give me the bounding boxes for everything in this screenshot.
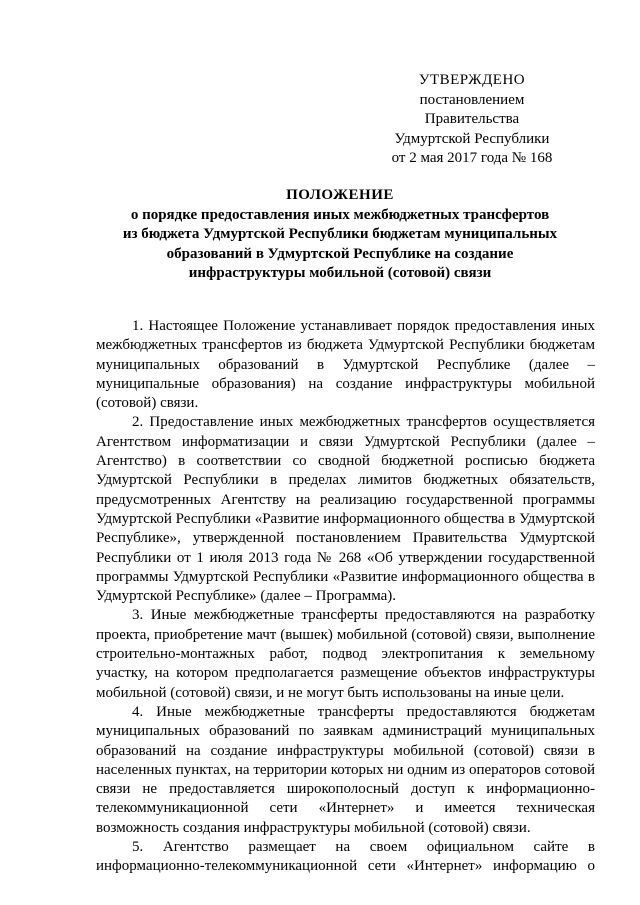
- document-title: [100, 186, 580, 284]
- approval-line: Удмуртской Республики: [394, 130, 550, 147]
- title-heading: ПОЛОЖЕНИЕ: [286, 187, 394, 203]
- approval-block: [372, 71, 572, 169]
- paragraph-4: 4. Иные межбюджетные трансферты предоставляются бюджетам муниципальных образований по заявкам администраций муниципальных образований на создание инфраструктуры мобильной (сотовой) связи в населенных пунктах, на территории которых ни одним из операторов сотовой связи не предоставляется широкополосный доступ к информационно-телекоммуникационной сети «Интернет» и имеется техническая возможность создания инфраструктуры мобильной (сотовой) связи.: [96, 703, 595, 836]
- approval-line: постановлением Правительства: [419, 91, 525, 127]
- document-body: [96, 317, 595, 877]
- title-line: о порядке предоставления иных межбюджетных трансфертов: [130, 206, 550, 223]
- paragraph-2: 2. Предоставление иных межбюджетных трансфертов осуществляется Агентством информатизации и связи Удмуртской Республики (далее – Агентство) в соответствии со сводной бюджетной росписью бюджета Удмуртской Республики в пределах лимитов бюджетных обязательств, предусмотренных Агентству на реализацию государственной программы Удмуртской Республики «Развитие информационного общества в Удмуртской Республике», утвержденной постановлением Правительства Удмуртской Республики от 1 июля 2013 года № 268 «Об утверждении государственной программы Удмуртской Республики «Развитие информационного общества в Удмуртской Республике» (далее – Программа).: [96, 414, 595, 605]
- approval-date: от 2 мая 2017 года № 168: [391, 150, 553, 166]
- paragraph-1: 1. Настоящее Положение устанавливает порядок предоставления иных межбюджетных трансфертов из бюджета Удмуртской Республики бюджетам муниципальных образований в Удмуртской Республике (далее – муниципальные образования) на создание инфраструктуры мобильной (сотовой) связи.: [96, 318, 595, 412]
- paragraph-3: 3. Иные межбюджетные трансферты предоставляются на разработку проекта, приобретение мачт (вышек) мобильной (сотовой) связи, выполнение строительно-монтажных работ, подвод электропитания к земельному участку, на котором предполагается размещение объектов инфраструктуры мобильной (сотовой) связи, и не могут быть использованы на иные цели.: [96, 607, 595, 701]
- paragraph-5: 5. Агентство размещает на своем официальном сайте в информационно-телекоммуникационной сети «Интернет» информацию о: [96, 839, 595, 875]
- title-line: инфраструктуры мобильной (сотовой) связи: [188, 265, 492, 281]
- title-line: образований в Удмуртской Республике на создание: [166, 245, 514, 262]
- approval-stamp: УТВЕРЖДЕНО: [418, 72, 526, 88]
- title-line: из бюджета Удмуртской Республики бюджетам муниципальных: [122, 226, 558, 242]
